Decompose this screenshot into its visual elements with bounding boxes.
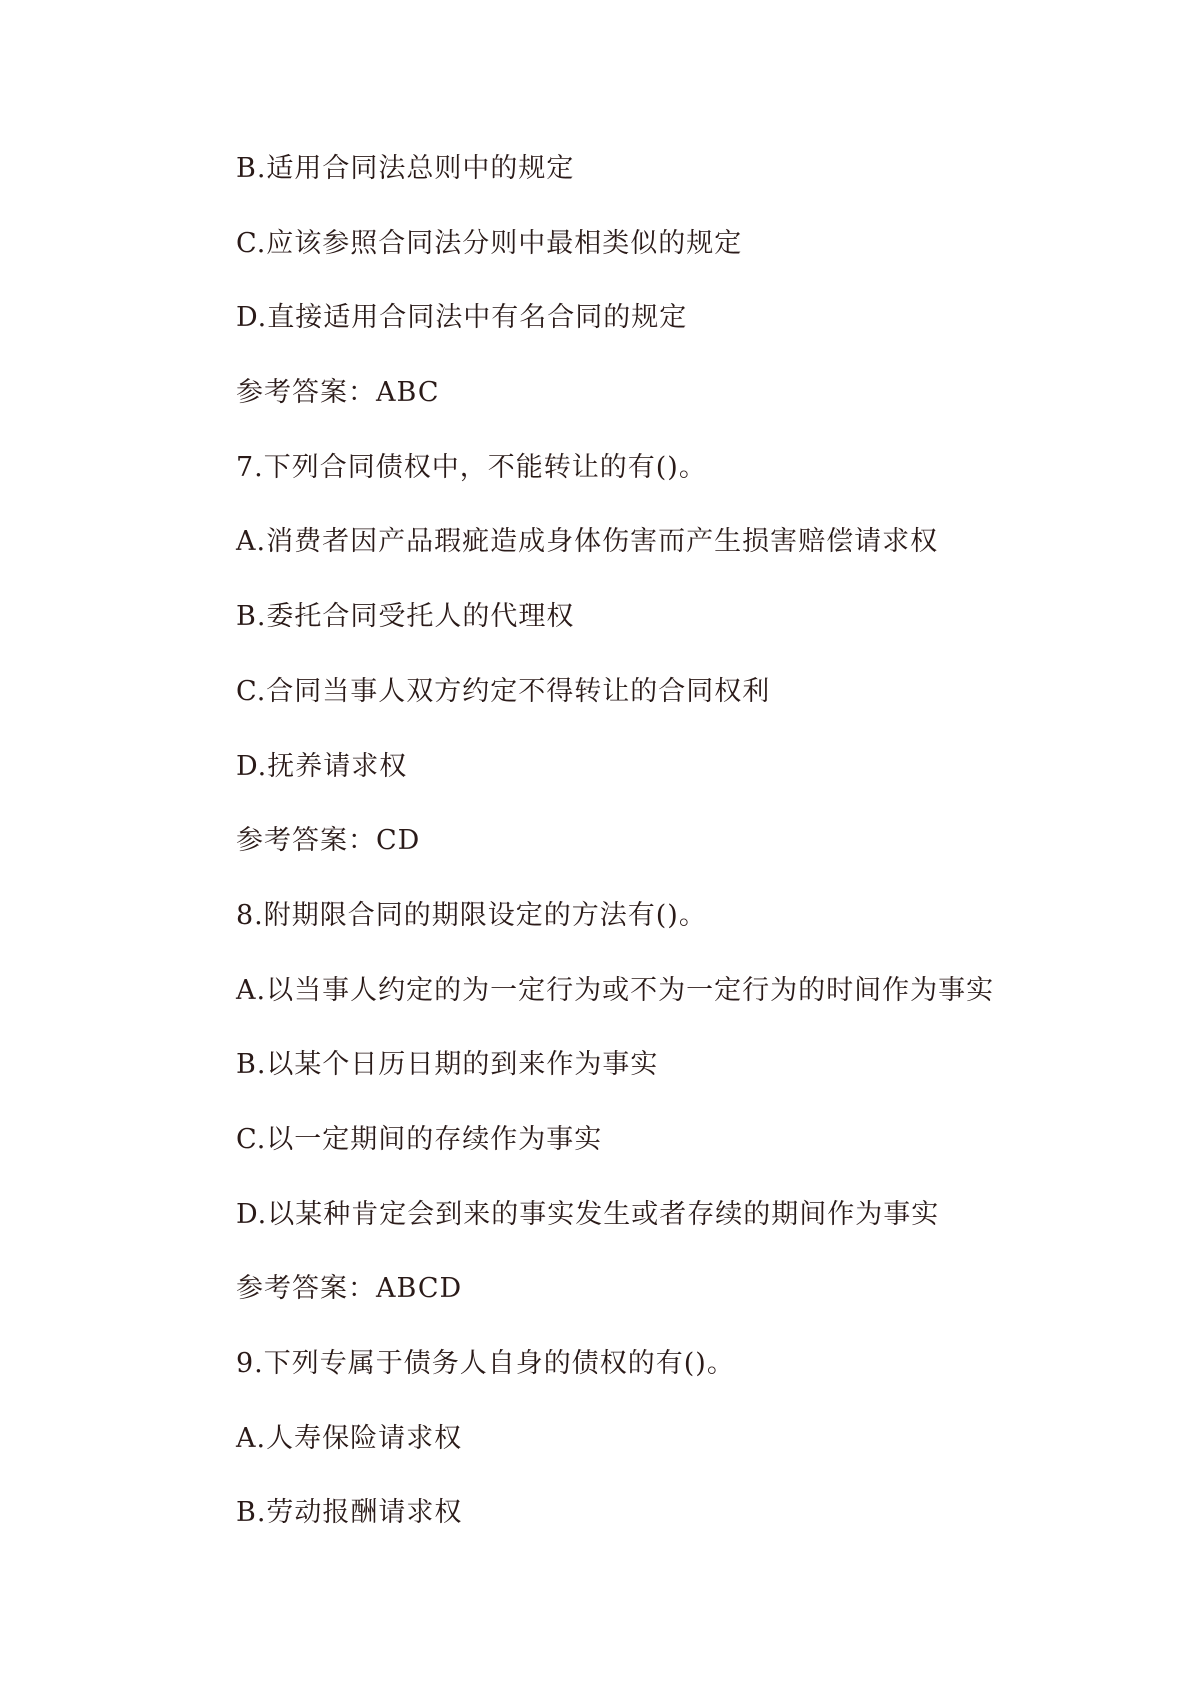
option-line-q6-c: C.应该参照合同法分则中最相类似的规定: [236, 227, 743, 259]
option-line-q6-d: D.直接适用合同法中有名合同的规定: [236, 302, 688, 334]
option-line-q7-d: D.抚养请求权: [236, 750, 408, 782]
question-line-q7: 7.下列合同债权中，不能转让的有()。: [236, 451, 707, 483]
option-line-q8-a: A.以当事人约定的为一定行为或不为一定行为的时间作为事实: [236, 974, 995, 1006]
option-line-q6-b: B.适用合同法总则中的规定: [236, 153, 575, 184]
option-line-q7-c: C.合同当事人双方约定不得转让的合同权利: [236, 675, 771, 707]
option-line-q9-b: B.劳动报酬请求权: [236, 1497, 463, 1529]
question-line-q8: 8.附期限合同的期限设定的方法有()。: [236, 899, 707, 931]
answer-line-q6: 参考答案：ABC: [236, 377, 440, 409]
option-line-q7-a: A.消费者因产品瑕疵造成身体伤害而产生损害赔偿请求权: [236, 526, 939, 558]
option-line-q8-b: B.以某个日历日期的到来作为事实: [236, 1049, 659, 1081]
question-line-q9: 9.下列专属于债务人自身的债权的有()。: [236, 1348, 735, 1379]
answer-line-q7: 参考答案：CD: [236, 825, 421, 857]
option-line-q8-c: C.以一定期间的存续作为事实: [236, 1123, 603, 1155]
answer-line-q8: 参考答案：ABCD: [236, 1273, 463, 1305]
option-line-q9-a: A.人寿保险请求权: [236, 1422, 463, 1454]
option-line-q7-b: B.委托合同受托人的代理权: [236, 601, 575, 633]
option-line-q8-d: D.以某种肯定会到来的事实发生或者存续的期间作为事实: [236, 1198, 940, 1230]
document-body: [236, 148, 1116, 1567]
